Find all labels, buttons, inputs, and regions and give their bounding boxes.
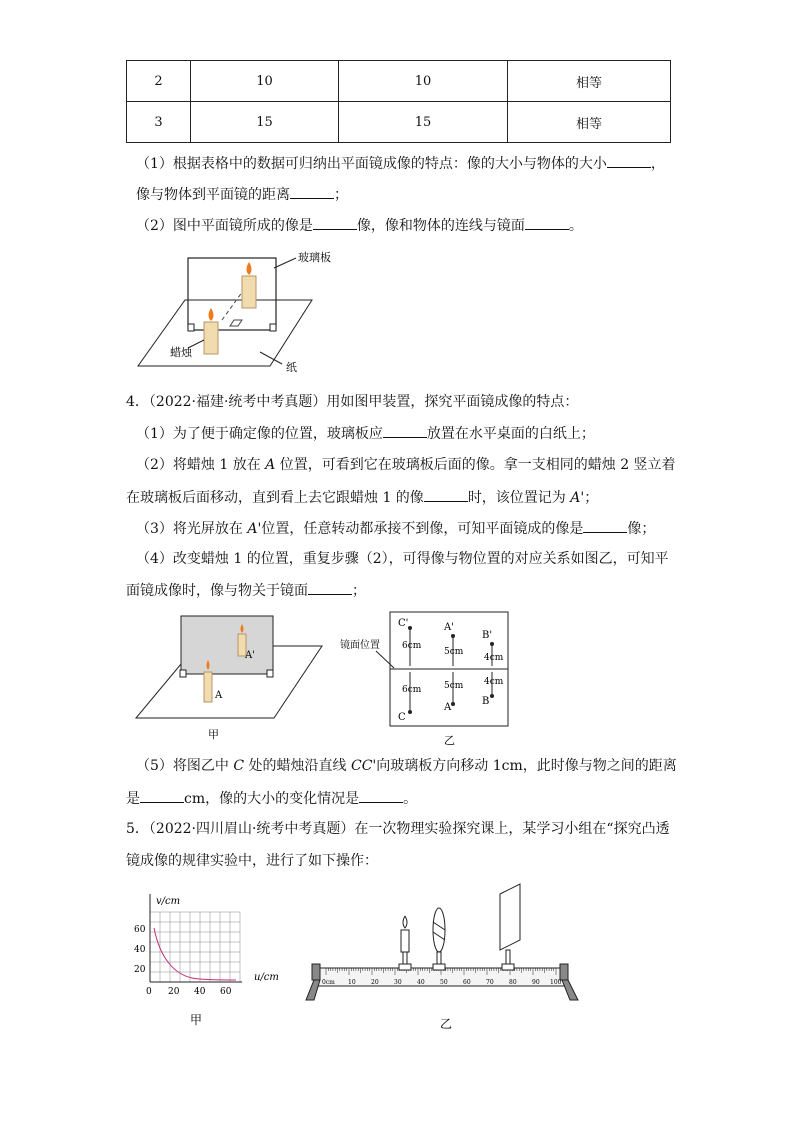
q4-line-6: 面镜成像时，像与物关于镜面 ； <box>126 580 366 601</box>
q4-line-8: 是 cm，像的大小的变化情况是 。 <box>126 788 417 809</box>
q5-heading-1: 5．（2022·四川眉山·统考中考真题）在一次物理实验探究课上，某学习小组在“探究凸透 <box>126 821 670 837</box>
svg-text:50: 50 <box>440 979 448 986</box>
x-tick-label: 20 <box>168 987 180 997</box>
q4-line-3: 在玻璃板后面移动，直到看上去它跟蜡烛 1 的像 时，该位置记为 A'； <box>126 487 598 508</box>
q4-figure-yi <box>340 610 512 750</box>
label-b: B <box>482 696 490 707</box>
q4-line-5: （4）改变蜡烛 1 的位置，重复步骤（2），可得像与物位置的对应关系如图乙，可知平 <box>136 551 669 567</box>
q5-optical-bench <box>310 880 582 1030</box>
figure-caption: 甲 <box>208 728 219 741</box>
distance-b-upper: 4cm <box>484 653 504 663</box>
table-row <box>127 61 671 102</box>
svg-text:70: 70 <box>486 979 494 986</box>
x-tick-label: 0 <box>146 987 152 997</box>
label-c-prime: C' <box>398 618 409 629</box>
answer-blank[interactable] <box>583 518 627 533</box>
svg-text:100: 100 <box>550 979 562 986</box>
q4-line-4: （3）将光屏放在 A'位置，任意转动都承接不到像，可知平面镜成的像是 像； <box>136 518 655 539</box>
table-cell: 相等 <box>508 102 671 143</box>
table-row <box>127 102 671 143</box>
q3-mirror-figure <box>130 248 360 378</box>
candle-label: 蜡烛 <box>170 346 192 359</box>
light-screen <box>500 884 520 970</box>
y-tick-label: 40 <box>134 945 146 955</box>
label-a: A <box>215 690 223 701</box>
answer-blank[interactable] <box>383 423 427 438</box>
label-a-prime: A' <box>245 650 255 661</box>
answer-blank[interactable] <box>308 580 352 595</box>
label-b-prime: B' <box>482 630 493 641</box>
distance-a-lower: 5cm <box>444 681 464 691</box>
x-axis-label: u/cm <box>254 972 279 983</box>
svg-text:10: 10 <box>348 979 356 986</box>
svg-text:20: 20 <box>371 979 379 986</box>
label-c: C <box>398 712 406 723</box>
distance-c-upper: 6cm <box>402 641 422 651</box>
data-table <box>126 60 671 143</box>
label-a: A <box>444 702 452 713</box>
q4-figure-jia <box>136 612 322 742</box>
table-cell: 相等 <box>508 61 671 102</box>
svg-text:60: 60 <box>463 979 471 986</box>
q4-heading: 4．（2022·福建·统考中考真题）用如图甲装置，探究平面镜成像的特点： <box>126 394 579 410</box>
table-cell: 15 <box>339 102 508 143</box>
answer-blank[interactable] <box>290 184 334 199</box>
svg-text:90: 90 <box>532 979 540 986</box>
x-tick-label: 40 <box>194 987 206 997</box>
q3-line-1: （1）根据表格中的数据可归纳出平面镜成像的特点：像的大小与物体的大小 ， <box>136 153 665 174</box>
convex-lens <box>433 908 445 970</box>
paper-label: 纸 <box>286 361 297 374</box>
distance-c-lower: 6cm <box>402 685 422 695</box>
y-tick-label: 60 <box>134 925 146 935</box>
q3-line-3: （2）图中平面镜所成的像是 像，像和物体的连线与镜面 。 <box>136 215 583 236</box>
glass-label: 玻璃板 <box>298 251 331 264</box>
y-tick-label: 20 <box>134 965 146 975</box>
table-cell: 2 <box>127 61 191 102</box>
answer-blank[interactable] <box>359 788 403 803</box>
mirror-position-label: 镜面位置 <box>340 640 380 651</box>
svg-text:40: 40 <box>417 979 425 986</box>
answer-blank[interactable] <box>607 153 651 168</box>
table-cell: 15 <box>191 102 339 143</box>
q5-graph-jia <box>130 890 290 1030</box>
svg-text:80: 80 <box>509 979 517 986</box>
q4-line-1: （1）为了便于确定像的位置，玻璃板应 放置在水平桌面的白纸上； <box>136 423 595 444</box>
y-axis-label: v/cm <box>156 896 181 907</box>
answer-blank[interactable] <box>424 487 468 502</box>
q3-line-2: 像与物体到平面镜的距离 ； <box>136 184 348 205</box>
table-cell: 10 <box>191 61 339 102</box>
q5-heading-2: 镜成像的规律实验中，进行了如下操作： <box>126 853 378 869</box>
candle <box>399 916 411 970</box>
distance-b-lower: 4cm <box>484 677 504 687</box>
figure-caption: 乙 <box>444 734 455 747</box>
x-tick-label: 60 <box>220 987 232 997</box>
ruler-unit: 0cm <box>322 979 335 986</box>
answer-blank[interactable] <box>525 215 569 230</box>
answer-blank[interactable] <box>140 788 184 803</box>
q4-line-7: （5）将图乙中 C 处的蜡烛沿直线 CC'向玻璃板方向移动 1cm，此时像与物之间的距离 <box>136 758 677 774</box>
figure-caption: 甲 <box>190 1013 203 1027</box>
q4-line-2: （2）将蜡烛 1 放在 A 位置，可看到它在玻璃板后面的像。拿一支相同的蜡烛 2 竖立着 <box>136 457 676 473</box>
label-a-prime: A' <box>444 622 454 633</box>
table-cell: 10 <box>339 61 508 102</box>
distance-a-upper: 5cm <box>444 647 464 657</box>
figure-caption: 乙 <box>440 1017 453 1031</box>
svg-text:30: 30 <box>394 979 402 986</box>
answer-blank[interactable] <box>313 215 357 230</box>
table-cell: 3 <box>127 102 191 143</box>
